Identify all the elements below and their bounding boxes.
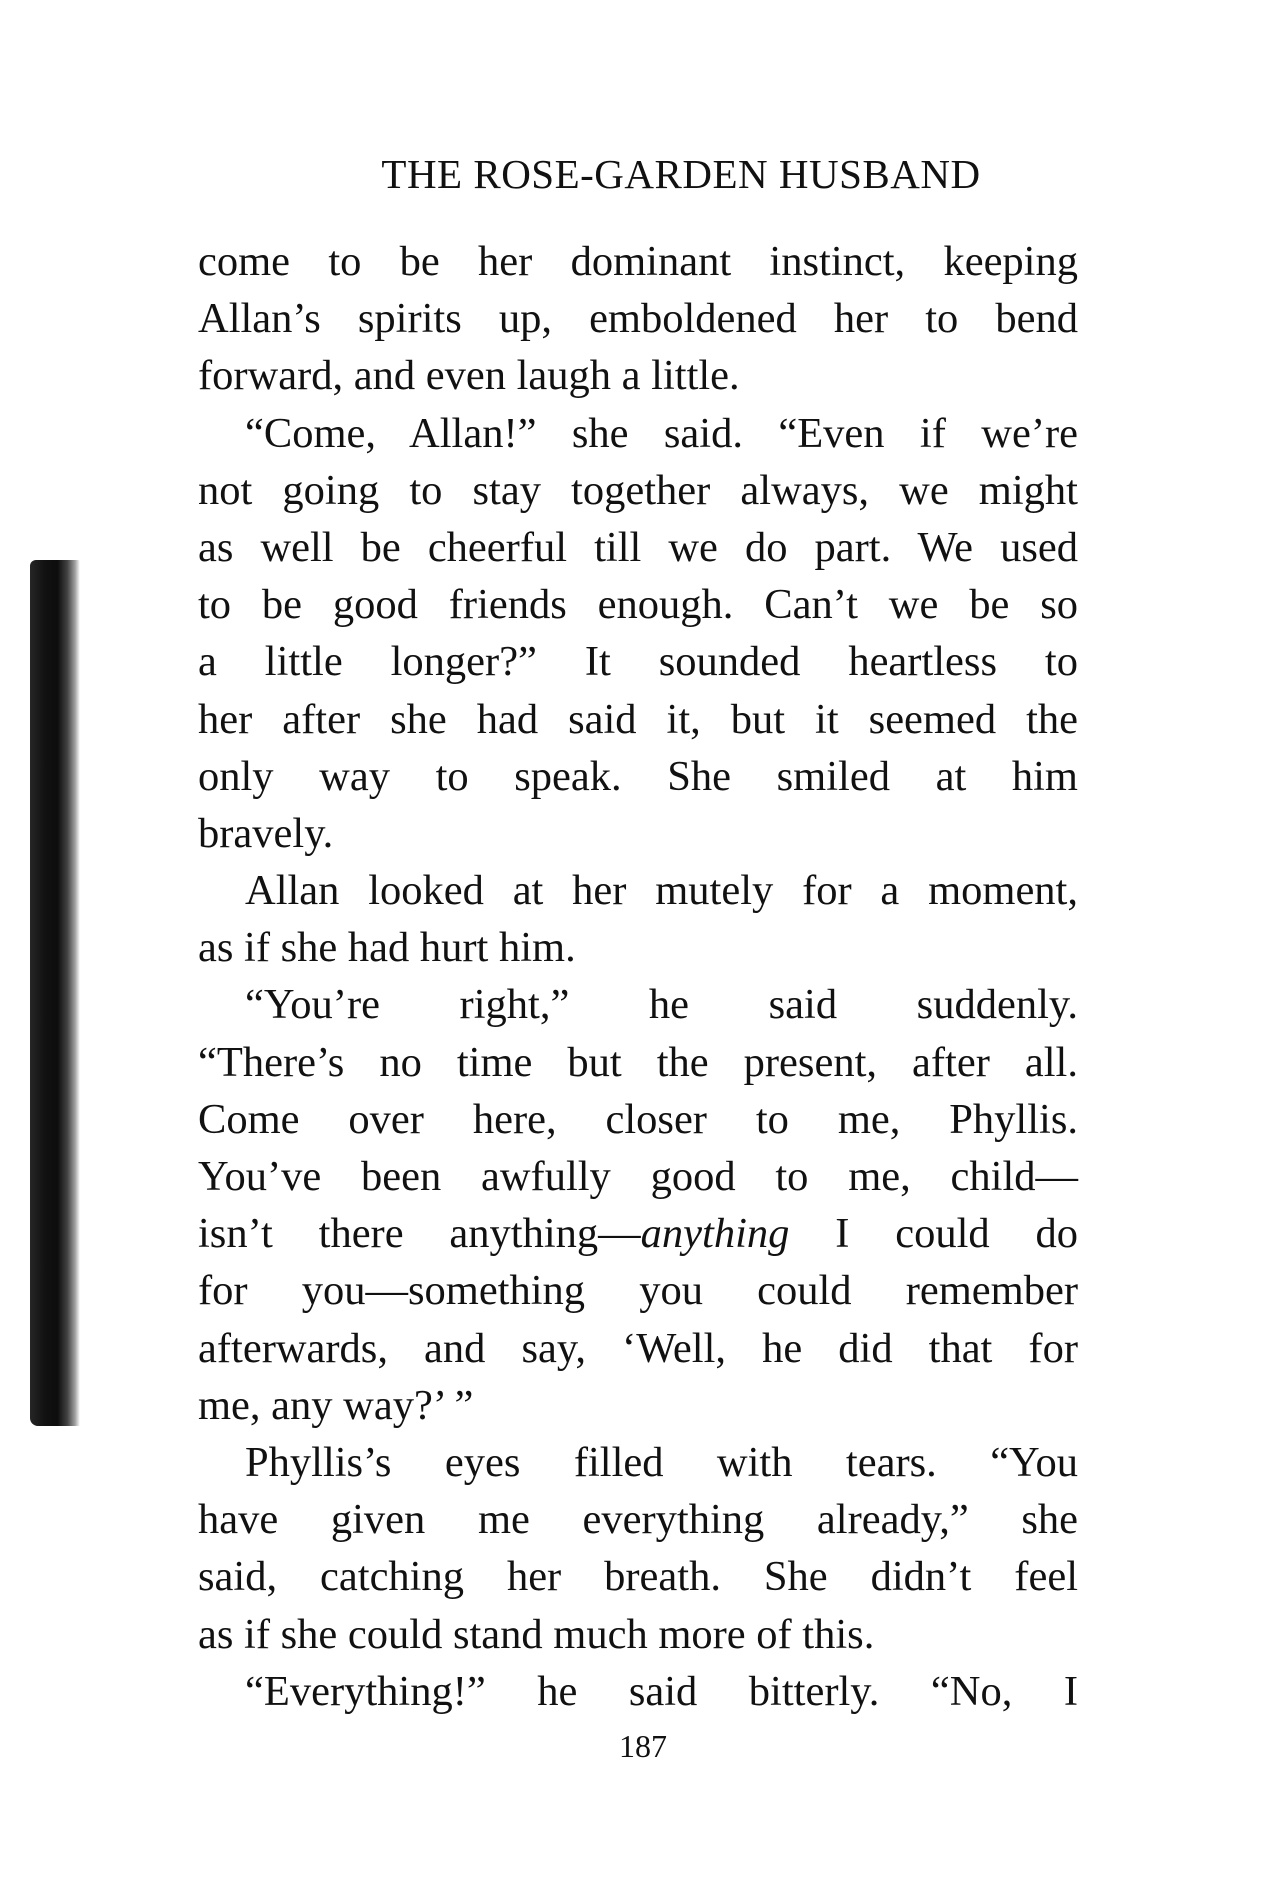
page-number: 187: [619, 1728, 667, 1764]
text-line: You’ve been awfully good to me, child—: [198, 1153, 1078, 1200]
text-line: have given me everything already,” she: [198, 1496, 1078, 1544]
text-line: “Everything!” he said bitterly. “No, I: [245, 1667, 1078, 1715]
text-line: as well be cheerful till we do part. We used: [198, 523, 1078, 571]
text-line: only way to speak. She smiled at him: [198, 752, 1078, 800]
text-line: isn’t there anything—anything I could do: [198, 1210, 1078, 1258]
running-head: THE ROSE-GARDEN HUSBAND: [381, 151, 981, 197]
text-line: afterwards, and say, ‘Well, he did that for: [198, 1324, 1078, 1372]
text-line: a little longer?” It sounded heartless to: [198, 638, 1078, 686]
text-line: “There’s no time but the present, after all.: [198, 1038, 1078, 1086]
text-line: “You’re right,” he said suddenly.: [245, 981, 1078, 1029]
text-line: her after she had said it, but it seemed the: [198, 695, 1078, 743]
text-line: as if she could stand much more of this.: [198, 1610, 875, 1658]
emphasis: anything: [640, 1210, 790, 1258]
body-text: [198, 233, 1078, 1720]
text-line: me, any way?’ ”: [198, 1381, 474, 1429]
text-line: Come over here, closer to me, Phyllis.: [198, 1095, 1078, 1143]
text-line: for you—something you could remember: [198, 1267, 1078, 1315]
text-line: said, catching her breath. She didn’t feel: [198, 1553, 1078, 1601]
text-line: as if she had hurt him.: [198, 924, 576, 972]
text-line: “Come, Allan!” she said. “Even if we’re: [245, 409, 1078, 457]
text-line: to be good friends enough. Can’t we be so: [198, 581, 1078, 629]
text-line: come to be her dominant instinct, keeping: [198, 238, 1078, 285]
text-line: bravely.: [198, 809, 334, 857]
text-line: Allan looked at her mutely for a moment,: [245, 867, 1078, 915]
text-line: forward, and even laugh a little.: [198, 352, 740, 400]
text-line: Allan’s spirits up, emboldened her to bend: [198, 295, 1078, 343]
text-line: Phyllis’s eyes filled with tears. “You: [245, 1438, 1078, 1486]
binding-shadow: [30, 560, 80, 1426]
text-line: not going to stay together always, we might: [198, 466, 1078, 514]
